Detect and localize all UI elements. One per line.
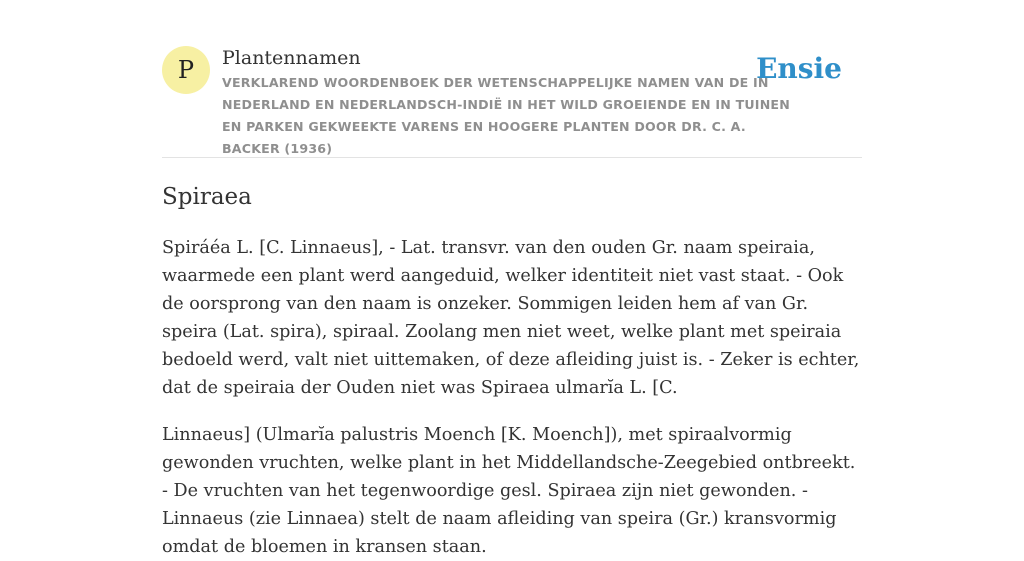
entry-paragraph: Spiráéa L. [C. Linnaeus], - Lat. transvr. van den ouden Gr. naam speiraia, waarmede een plant werd aangeduid, welker identiteit niet vast staat. - Ook de oorsprong van den naam is onzeker. Sommigen leiden hem af van Gr. speira (Lat. spira), spiraal. Zoolang men niet weet, welke plant met speiraia bedoeld werd, valt niet uittemaken, of deze afleiding juist is. - Zeker is echter, dat de speiraia der Ouden niet was Spiraea ulmarĭa L. [C. <box>162 238 860 398</box>
ensie-logo-link[interactable]: Ensie <box>756 52 842 85</box>
dictionary-avatar[interactable] <box>162 46 210 94</box>
avatar-letter: P <box>177 56 195 84</box>
entry-content <box>162 180 862 561</box>
dictionary-title[interactable]: Plantennamen <box>222 47 361 69</box>
dictionary-subtitle: VERKLAREND WOORDENBOEK DER WETENSCHAPPELIJKE NAMEN VAN DE IN NEDERLAND EN NEDERLANDSCH-INDIË IN HET WILD GROEIENDE EN IN TUINEN EN PARKEN GEKWEEKTE VARENS EN HOOGERE PLANTEN DOOR DR. C. A. BACKER (1936) <box>222 75 790 156</box>
entry-paragraph: Linnaeus] (Ulmarĭa palustris Moench [K. Moench]), met spiraalvormig gewonden vruchten, welke plant in het Middellandsche-Zeegebied ontbreekt. - De vruchten van het tegenwoordige gesl. Spiraea zijn niet gewonden. - Linnaeus (zie Linnaea) stelt de naam afleiding van speira (Gr.) kransvormig omdat de bloemen in kransen staan. <box>162 425 856 557</box>
dictionary-header <box>162 46 862 158</box>
entry-title: Spiraea <box>162 184 252 210</box>
